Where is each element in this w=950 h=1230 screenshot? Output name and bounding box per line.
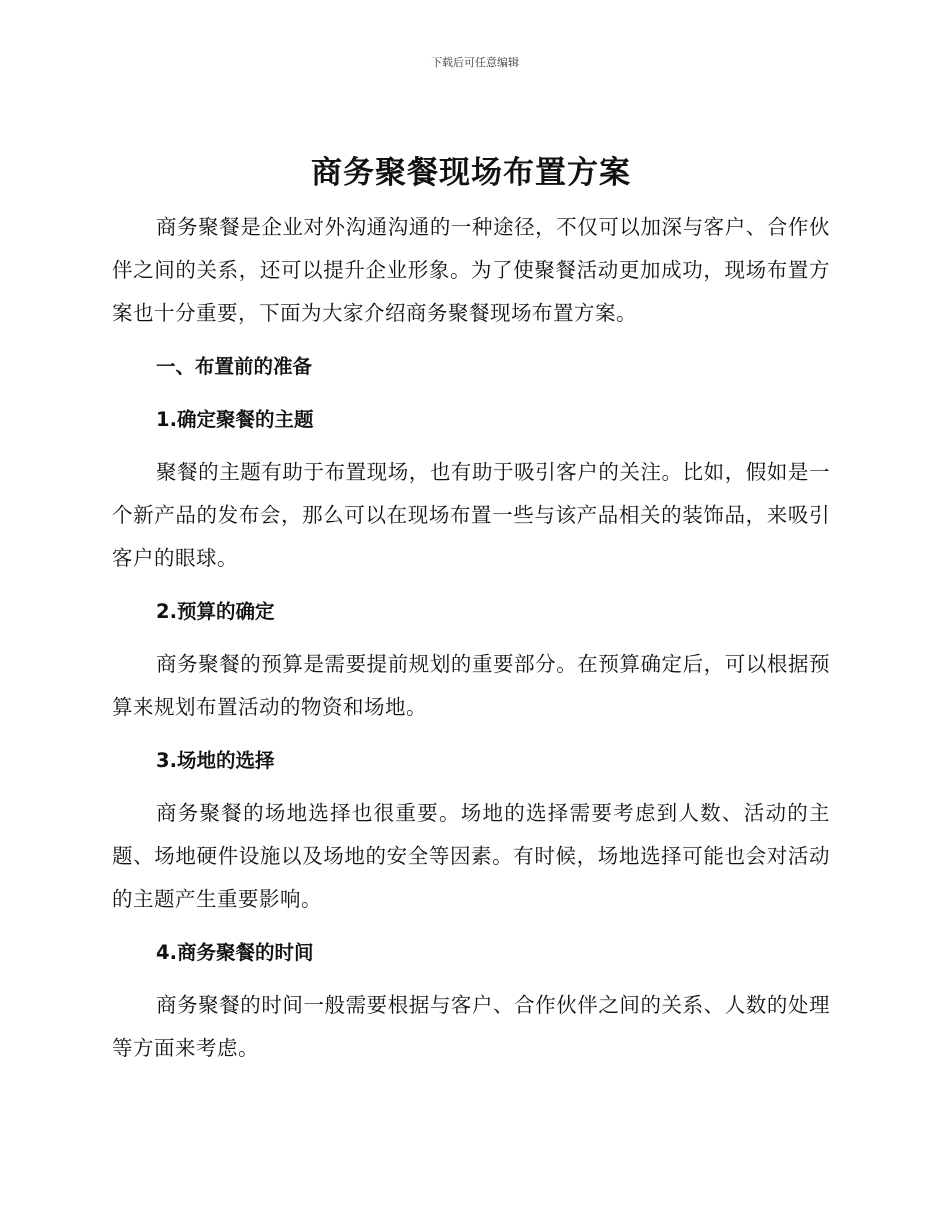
header-note: 下载后可任意编辑 [431,56,519,69]
paragraph-budget: 商务聚餐的预算是需要提前规划的重要部分。在预算确定后，可以根据预算来规划布置活动的物资和场地。 [112,652,830,719]
subheading-budget: 2.预算的确定 [156,600,275,623]
subheading-venue: 3.场地的选择 [156,749,275,772]
paragraph-venue: 商务聚餐的场地选择也很重要。场地的选择需要考虑到人数、活动的主题、场地硬件设施以及场地的安全等因素。有时候，场地选择可能也会对活动的主题产生重要影响。 [112,801,830,911]
intro-paragraph: 商务聚餐是企业对外沟通沟通的一种途径，不仅可以加深与客户、合作伙伴之间的关系，还可以提升企业形象。为了使聚餐活动更加成功，现场布置方案也十分重要，下面为大家介绍商务聚餐现场布置方案。 [112,215,830,325]
subheading-theme: 1.确定聚餐的主题 [156,408,314,431]
section-heading-preparation: 一、布置前的准备 [156,355,313,378]
subheading-time: 4.商务聚餐的时间 [156,941,314,964]
paragraph-theme: 聚餐的主题有助于布置现场，也有助于吸引客户的关注。比如，假如是一个新产品的发布会，那么可以在现场布置一些与该产品相关的装饰品，来吸引客户的眼球。 [112,460,830,570]
paragraph-time: 商务聚餐的时间一般需要根据与客户、合作伙伴之间的关系、人数的处理等方面来考虑。 [112,993,830,1060]
document-title: 商务聚餐现场布置方案 [311,155,631,191]
document-content [112,146,830,1080]
